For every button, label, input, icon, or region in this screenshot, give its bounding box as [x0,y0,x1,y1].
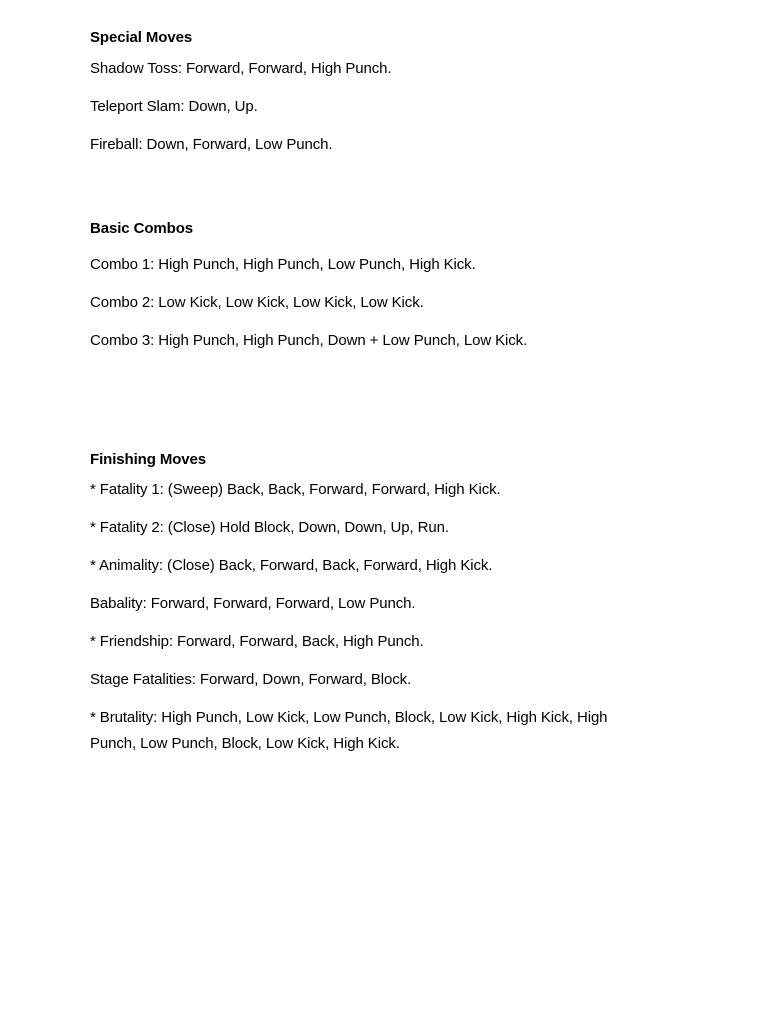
combo-item: Combo 1: High Punch, High Punch, Low Punch, High Kick. [90,256,476,273]
finishing-move-item: * Brutality: High Punch, Low Kick, Low Punch, Block, Low Kick, High Kick, High Punch, Low Punch, Block, Low Kick, High Kick. [90,709,608,752]
finishing-moves-heading: Finishing Moves [90,451,207,468]
combo-item: Combo 2: Low Kick, Low Kick, Low Kick, Low Kick. [90,294,424,311]
combo-item: Combo 3: High Punch, High Punch, Down + Low Punch, Low Kick. [90,332,528,349]
special-move-item: Teleport Slam: Down, Up. [90,98,258,115]
finishing-move-item: * Fatality 1: (Sweep) Back, Back, Forward, Forward, High Kick. [90,481,501,498]
special-moves-heading: Special Moves [90,29,193,46]
finishing-move-item: * Animality: (Close) Back, Forward, Back, Forward, High Kick. [90,557,493,574]
special-moves-section [90,28,670,158]
basic-combos-section [90,219,670,354]
finishing-move-item: Stage Fatalities: Forward, Down, Forward, Block. [90,671,412,688]
finishing-moves-section [90,450,670,757]
special-move-item: Fireball: Down, Forward, Low Punch. [90,136,333,153]
finishing-move-item: * Friendship: Forward, Forward, Back, High Punch. [90,633,424,650]
finishing-move-item: Babality: Forward, Forward, Forward, Low Punch. [90,595,416,612]
basic-combos-heading: Basic Combos [90,220,193,237]
finishing-move-item: * Fatality 2: (Close) Hold Block, Down, Down, Up, Run. [90,519,449,536]
special-move-item: Shadow Toss: Forward, Forward, High Punch. [90,60,392,77]
